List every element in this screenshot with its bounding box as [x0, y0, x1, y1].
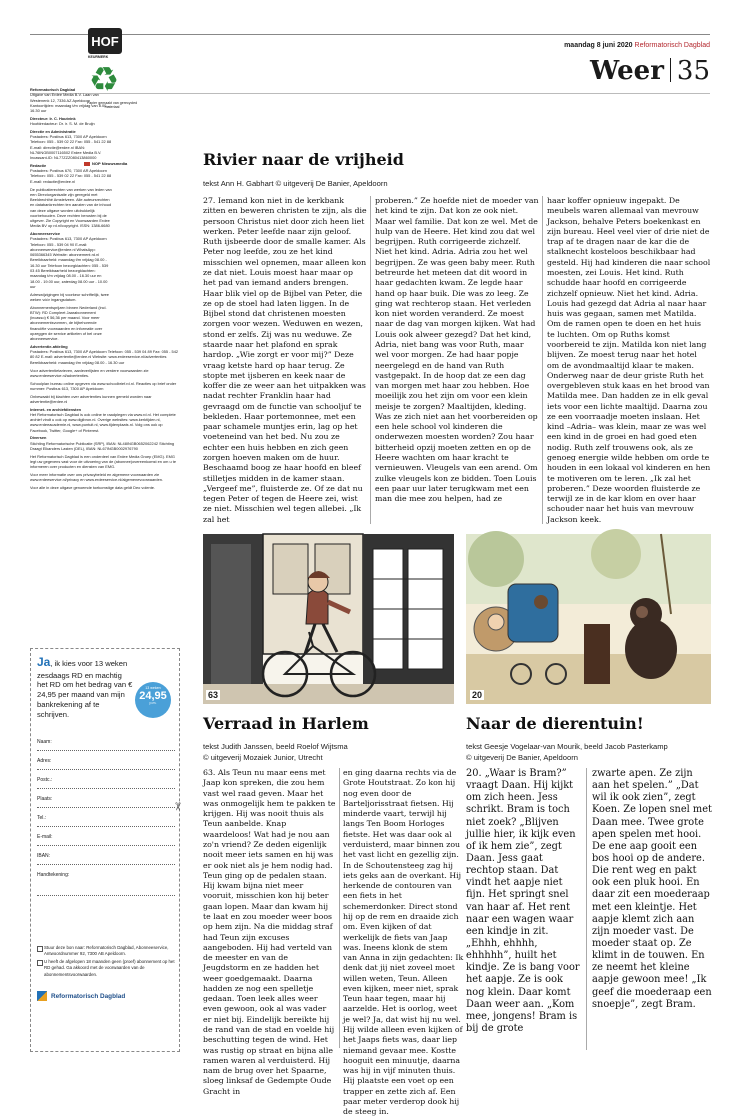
byline-line: tekst Geesje Vogelaar-van Mourik, beeld Jacob Pasterkamp [466, 742, 668, 751]
colophon-block-text: Voor alle in deze uitgave genoemde toekomstige data geldt Deo volente. [30, 485, 156, 491]
article-byline-rivier: tekst Ann H. Gabhart © uitgeverij De Banier, Apeldoorn [203, 179, 388, 188]
colophon-block [30, 394, 180, 405]
send-to-text: Stuur deze bon naar: Reformatorisch Dagblad, Abonneeservice, Antwoordnummer 92, 7300 AB Apeldoorn. [37, 945, 175, 957]
article-title-rivier: Rivier naar de vrijheid [203, 150, 404, 169]
colophon-block [30, 231, 112, 289]
badge-top: 13 weken [145, 686, 161, 690]
illustration-number: 20 [472, 690, 483, 700]
article-byline-dierentuin [466, 741, 716, 763]
colophon-block [30, 485, 180, 490]
form-field-tel[interactable]: Tel.: [37, 808, 175, 827]
column-rule [370, 196, 371, 524]
recycle-icon: ♻ [88, 60, 120, 100]
colophon-block-title: Internet- en archiefdiensten [30, 406, 82, 412]
top-rule [30, 34, 710, 35]
nop-icon [84, 162, 90, 166]
colophon-block-title: Reformatorisch Dagblad [30, 87, 76, 92]
colophon-block [30, 129, 112, 161]
hof-label: KEURMERK [88, 55, 109, 59]
colophon-block-title: Diversen [30, 435, 47, 441]
column-rule [586, 768, 587, 1050]
colophon-block [30, 407, 180, 433]
subscription-coupon[interactable] [30, 648, 180, 1052]
colophon-block-text: Voor meer informatie over ons privacybeleid en algemene voorwaarden zie www.erdeeservice.nl/privacy en www.erdeeservice.nl/algemenevoorwaarden. [30, 472, 163, 483]
colophon-block [30, 163, 112, 184]
colophon-block-title: Directeur: Ir. C. Houtvink [30, 115, 76, 121]
article-column: proberen.” Ze hoefde niet de moeder van het kind te zijn. Dat kon ze ook niet. Maar wel familie. Dat kon ze wel. Met de hulp van de Heere. Het kind zou dat wel begrijpen. Ruth corrigeerde zichzelf. Niet het kind. Adria. Adria zou het wel begrijpen. Ze was geen baby meer. Ruth betreurde het meteen dat dit woord in haar gedachten kwam. Ze legde haar hand op haar buik. Die was zo leeg. Ze ging wat rechterop staan. Het verleden kon niet worden veranderd. Ze moest naar de dag van morgen kijken. Wat had Louis ook alweer gezegd? Dat het kind, Adria, niet bang was voor Ruth, maar wel voor morgen. Ze had haar popje neergelegd en de hand van Ruth vastgepakt. In de hoop dat ze een dag van morgen met haar zou hebben. Hoe moeilijk zou het zijn om voor een klein meisje te zorgen? Maaltijden, kleding. Was ze zich niet aan het voorbereiden op een hele school vol kinderen die onderwezen moesten worden? Zou haar bitterheid opzij moeten zetten en op de Heere wachten om haar kracht te vernieuwen. Vleugels van een arend. Om zulke vleugels kon ze bidden. Toen Louis een paar uur later terugkwam met een man die mee zou helpen, had ze [375, 196, 539, 504]
illustration-dierentuin [466, 534, 711, 704]
colophon-block-title: Directie en Administratie [30, 128, 76, 134]
colophon-block-text: Stichting Reformatorische Publicatie (SRP), IBAN: NL48INGB0652062242 Stichting Draagt Elkanders Lasten (DEL), IBAN: NL67INGB0002976790 [30, 440, 175, 451]
colophon-block [30, 292, 112, 303]
nop-logo [84, 161, 144, 166]
form-field-adres[interactable]: Adres: [37, 751, 175, 770]
colophon-block [30, 344, 180, 365]
colophon-block-text: Uitgave van Erdee Media B.V. Laan van Westenenk 12, 7336 AZ Apeldoorn Kantoortijden: maandag t/m vrijdag van 8.00 – 16.30 uur [30, 92, 110, 114]
header-dateline [498, 42, 710, 49]
article-column: en ging daarna rechts via de Grote Houtstraat. Zo kon hij nog even door de Barteljorisstraat fietsen. Hij minderde vaart, terwijl hij langs Ten Boom Horloges fietste. Het was daar ook al verduisterd, maar binnen zou het vast licht en gezellig zijn. In de Schoutensteeg zag hij iets geks aan de overkant. Hij herkende de contouren van een fiets in het schemerdonker. Direct stond hij op de rem en draaide zich om. Even kijken of dat werkelijk de fiets van Jaap was. Ineens klonk de stem van Anna in zijn gedachten: Ik denk dat jij niet zoveel moet willen weten, Teun. Alleen even kijken, meer niet, sprak Teun haar tegen, maar hij aarzelde. Het is oorlog, weet je wel? Ja, dat wist hij nu wel. Hij wilde alleen even kijken of het Jaaps fiets was, daar liep niemand gevaar mee. Kostte hooguit een minuutje, daarna was hij in vijf minuten thuis. Hij plaatste een voet op een trapper en zette zich af. Een paar meter verderop dook hij de steeg in. [343, 768, 464, 1117]
form-field-postcode[interactable]: Postc.: [37, 770, 175, 789]
article-column: 63. Als Teun nu maar eens met Jaap kon spreken, die zou hem vast wel raad geven. Maar het was onmogelijk hem te pakken te krijgen. Hij was nooit thuis als Teun aanbelde. Knap waardeloos! Wat had je nou aan zo'n vriend? Ze deden eigenlijk nooit meer iets samen en hij was er ook niet als je hem nodig had. Teun ging op de pedalen staan. Hij kwam bijna niet meer vooruit, misschien kon hij beter gaan lopen. Maar dan kwam hij te laat en zou moeder weer boos op hem zijn. Na die middag straf had Teun zijn excuses aangeboden. Hij had verteld van de meester en van de Jeugdstorm en ze hadden het weer goedgemaakt. Daarna hadden ze nog een spelletje gedaan. Toen leek alles weer even gewoon, ook al was vader er niet bij. Eindelijk bereikte hij de rand van de stad en voelde hij beschutting tegen de wind. Het was rustig op straat en bijna alle ramen waren al verduisterd. Hij nam de brug over het Spaarne, sloeg linksaf de Gedempte Oude Gracht in [203, 768, 336, 1096]
form-field-plaats[interactable]: Plaats: [37, 789, 175, 808]
illustration-number: 63 [208, 690, 219, 700]
colophon-block-text: Het Reformatorisch Dagblad is een onderdeel van Erdee Media Groep (EMG). EMG legt uw gegevens vast voor de uitvoering van de (abonnee)overeenkomst en om u te informeren over producten en diensten van EMG. [30, 453, 176, 470]
zoo-drawing [466, 534, 711, 704]
rd-logo-text: Reformatorisch Dagblad [51, 992, 126, 1000]
colophon-block [30, 435, 180, 451]
colophon-block-text: De publicatierechten van werken van leden van een Directorganisatie zijn geregeld met Beeldrechthé Amstelveen. Alle auteursrechten en databankrechten ten aanzien van de inhoud van deze uitgave worden uitdrukkelijk voorbehouden. Deze rechten berusten bij de uitgever. Zie Copyright en Voorwaarden Erdee Media BV op rd.nl/copyright. ISSN: 1386-6680 [30, 186, 112, 229]
harlem-drawing [203, 534, 454, 704]
article-title-verraad: Verraad in Harlem [203, 714, 369, 733]
page-number: 35 [676, 56, 710, 86]
fine-print: U heeft de afgelopen 18 maanden geen (proef) abonnement op het RD gehad. Ga akkoord met de voorwaarden van de abonnementsvoorwaarden. [37, 959, 175, 977]
form-field-email[interactable]: E-mail: [37, 827, 175, 846]
subscription-ja: Ja [37, 655, 51, 669]
colophon-block-text: Postadres: Postbus 670, 7300 AR Apeldoorn Telefoon: 055 - 539 02 22 Fax: 055 - 541 22 88 E-mail: redactie@erdee.nl [30, 168, 112, 184]
colophon-block-title: Advertentie-afdeling [30, 343, 68, 349]
article-title-dierentuin: Naar de dierentuin! [466, 714, 644, 733]
form-field-iban[interactable]: IBAN: [37, 846, 175, 865]
colophon-block-title: Abonneeservice [30, 231, 61, 237]
column-rule [542, 196, 543, 524]
recycle-label: Papier gemaakt van gerecycled materiaal [86, 101, 138, 109]
colophon-block [30, 305, 112, 342]
colophon-block [30, 368, 180, 379]
colophon-block-title: Redactie [30, 162, 47, 168]
article-column: haar koffer opnieuw ingepakt. De meubels waren allemaal van mevrouw Jackson, behalve Peters boekenkast en zijn bureau. Heel veel vier of drie niet de trap af te dragen naar de kar die de stalknecht kosteloos beschikbaar had gesteld. Hij had kinderen die naar school moesten, zei Louis. Het kind. Ruth schudde haar hoofd en corrigeerde zichzelf opnieuw. Niet het kind. Adria. Louis had gezegd dat Adria al naar haar huis was gegaan, samen met Matilda. Om de ramen open te doen en het huis te luchten. Om op Ruths komst voorbereid te zijn. Matilda kon niet lang blijven. Ze moest terug naar het hotel om de avondmaaltijd klaar te maken. Onderweg naar de deur griste Ruth het overgebleven stuk kaas en het brood van Matilda mee. Dan hadden ze in elk geval iets voor een lichte maaltijd. Daarna zou ze een voorraadje moeten inslaan. Het kind –Adria– was klein, maar ze was wel een kind in de groei en had goed eten nodig. Ruth zelf trouwens ook, als ze genoeg energie wilde hebben om orde te houden in een lokaal vol kinderen en hen te motiveren om te leren. „Ik zal het proberen.” Deze woorden fluisterde ze terwijl ze in de kar klom en over haar schouder naar het huis van mevrouw Jackson keek. [547, 196, 711, 524]
colophon-block-text: Postadres: Postbus 613, 7300 AP Apeldoorn Telefoon: 055 - 539 04 89 Fax: 055 - 542 80 82 E-mail: advertentie@erdee.nl Website: www.erdeeservice.nl/advertenties Bereikbaarheid: maandag t/m vrijdag 08.00 - 16.30 uur [30, 349, 179, 365]
rd-logo [37, 991, 175, 1001]
colophon-block-text: Het Reformatorisch Dagblad is ook online te raadplegen via www.rd.nl. Het complete archief vindt u ook op www.digibron.nl. Overige websites: www.kerktijden.nl, www.erdeeacademie.nl, www.puntuit.nl, www.tijdenplaats.nl. Volg ons ook op Facebook, Twitter, Google+ of Pinterest. [30, 411, 176, 433]
article-column: 20. „Waar is Bram?” vraagt Daan. Hij kijkt om zich heen. Jess schrikt. Bram is toch niet zoek? „Blijven jullie hier, ik kijk even of ik hem zie”, zegt Daan. Jess gaat rechtop staan. Dat vindt het aapje niet fijn. Het springt snel van haar af. Het rent naar een wagen waar een kindje in zit. „Ehhh, ehhhh, ehhhhh”, huilt het kindje. Ze is bang voor het aapje. Ze is ook nog klein. Daar komt Daan weer aan. „Kom mee, jongens! Bram is bij de grote [466, 768, 580, 1034]
rd-logo-icon [37, 991, 47, 1001]
colophon-block [30, 472, 180, 483]
hof-logo: HOF [88, 28, 122, 54]
colophon-block [30, 116, 112, 127]
article-column: 27. Iemand kon niet in de kerkbank zitten en beweren christen te zijn, als die persoon Christus niet door zich heen liet werken. Peter leefde naar zijn geloof. Ruth ijsbeerde door de smalle kamer. Als Peter nog leefde, zou ze het kind misschien wel opnemen, maar alleen kon ze dat niet. Louis moest haar maar op het pad van iemand anders brengen. Haar blik viel op de Bijbel van Peter, die ze op de stoel had laten liggen. In de Bijbel stond dat christenen moesten zorgen voor wezen. Weduwen en wezen, stond er zelfs. Zij was nu weduwe. Ze staarde naar het plafond en sprak hardop. „Wie zorgt er voor mij?” Deze vraag ketste hard op haar terug. Ze stopte met ijsberen en keek naar de koffer die ze weer aan het uitpakken was nadat rechter Franklin haar had gevraagd om de functie van schooljuf te bekleden. Haar portemonnee, met een paar schamele muntjes erin, lag op het voeteneind van het bed. Nu zou ze echter een huis hebben en zich geen zorgen hoeven maken om de huur. Beschaamd boog ze haar hoofd en bleef stilletjes midden in de kamer staan. „Vergeef me”, fluisterde ze. Of ze dat nu tegen Peter of tegen de Heere zei, wist ze niet. Misschien wel tegen allebei. „Ik zal het [203, 196, 367, 524]
section-header [560, 56, 710, 86]
colophon-block-text: Adreswijzigingen bij voorkeur schriftelijk, twee weken vóór ingangsdatum. [30, 291, 109, 302]
badge-bottom: p.m. [149, 700, 157, 705]
colophon-block [30, 381, 180, 392]
scissors-icon: ✂ [171, 801, 185, 812]
nop-label: NOP Nieuwsmedia [92, 161, 128, 166]
subscription-intro [37, 655, 133, 720]
colophon-block [30, 454, 180, 470]
form-field-handtekening[interactable]: Handtekening: [37, 865, 175, 896]
colophon [30, 87, 180, 617]
send-to-info [37, 945, 175, 980]
colophon-block [30, 187, 112, 229]
colophon-block-text: Onbewaakt bij klachten over advertenties kunnen gemeld worden naar advertentie@erdee.nl [30, 393, 152, 404]
colophon-block-text: Voor advertentietarieven, aanleverlijsten en verdere voorwaarden zie www.erdeeservice.nl/advertenties. [30, 367, 149, 378]
colophon-block-text: Hoofdredacteur: Dr. ir. S. M. de Bruijn [30, 121, 95, 127]
header-paper: Reformatorisch Dagblad [634, 42, 710, 49]
form-fields [37, 732, 175, 896]
colophon-block-text: Postadres: Postbus 613, 7300 AP Apeldoorn Telefoon: 055 - 539 02 22 Fax: 055 - 541 22 88 E-mail: directie@erdee.nl IBAN: NL76INGB0007116502 Erdee Media B.V. Incassant-ID: NL77ZZZ080413860000 [30, 134, 112, 161]
byline-line: © uitgeverij De Banier, Apeldoorn [466, 753, 578, 762]
article-column: zwarte apen. Ze zijn aan het spelen.” „Dat wil ik ook zien”, zegt Koen. Ze lopen snel met Daan mee. Twee grote apen spelen met hooi. De ene aap gooit een bos hooi op de andere. Die rent weg en pakt ook een pluk hooi. En daar zit een moederaap met een kleintje. Het aapje klemt zich aan zijn moeder vast. De moeder staat op. Ze klimt in de touwen. En ze neemt het kleine aapje gewoon mee! „Ik geef die moederaap een snoepje”, zegt Bram. [592, 768, 712, 1010]
colophon-block-text: Postadres: Postbus 613, 7300 AP Apeldoorn Telefoon: 055 - 539 04 90 E-mail: abonneeservice@erdee.nl WhatsApp: 0655366345 Website: abonnement.rd.nl Bereikbaarheid: maandag t/m vrijdag 08.00 - 16.30 uur Telefoon bezorgklachten: 055 - 539 03 45 Bereikbaarheid bezorgklachten: maandag t/m vrijdag 08.00 - 16.30 uur en 18.00 - 19.00 uur, zaterdag 08.00 uur - 10.00 uur [30, 236, 109, 289]
colophon-block-text: Schoolplan bureau online opgeven via www.schoolbrief.rd.nl. Reacties op brief onder nummer: Postbus 613, 7300 AP Apeldoorn [30, 380, 177, 391]
byline-line: © uitgeverij Mozaiek Junior, Utrecht [203, 753, 323, 762]
section-name: Weer [590, 56, 664, 86]
illustration-harlem [203, 534, 454, 704]
form-field-naam[interactable]: Naam: [37, 732, 175, 751]
badge-amount: 24,95 [139, 689, 167, 702]
price-badge [135, 682, 171, 718]
column-rule [339, 768, 340, 1048]
header-date: maandag 8 juni 2020 [564, 42, 633, 49]
byline-line: tekst Judith Janssen, beeld Roelof Wijtsma [203, 742, 348, 751]
subscription-intro-text: , ik kies voor 13 weken zesdaags RD en machtig het RD om het bedrag van € 24,95 per maand van mijn bankrekening af te schrijven. [37, 659, 133, 720]
colophon-block-text: Abonnementsprijzen binnen Nederland (incl. BTW): RD Compleet Jaarabonnement (incasso) € 56,36 per maand. Voor meer abonnementsvormen, de bijbehorende financiële voorwaarden en informatie over opzeggen de service artikelen of bel onze abonneeservice. [30, 304, 107, 342]
article-byline-verraad [203, 741, 463, 763]
